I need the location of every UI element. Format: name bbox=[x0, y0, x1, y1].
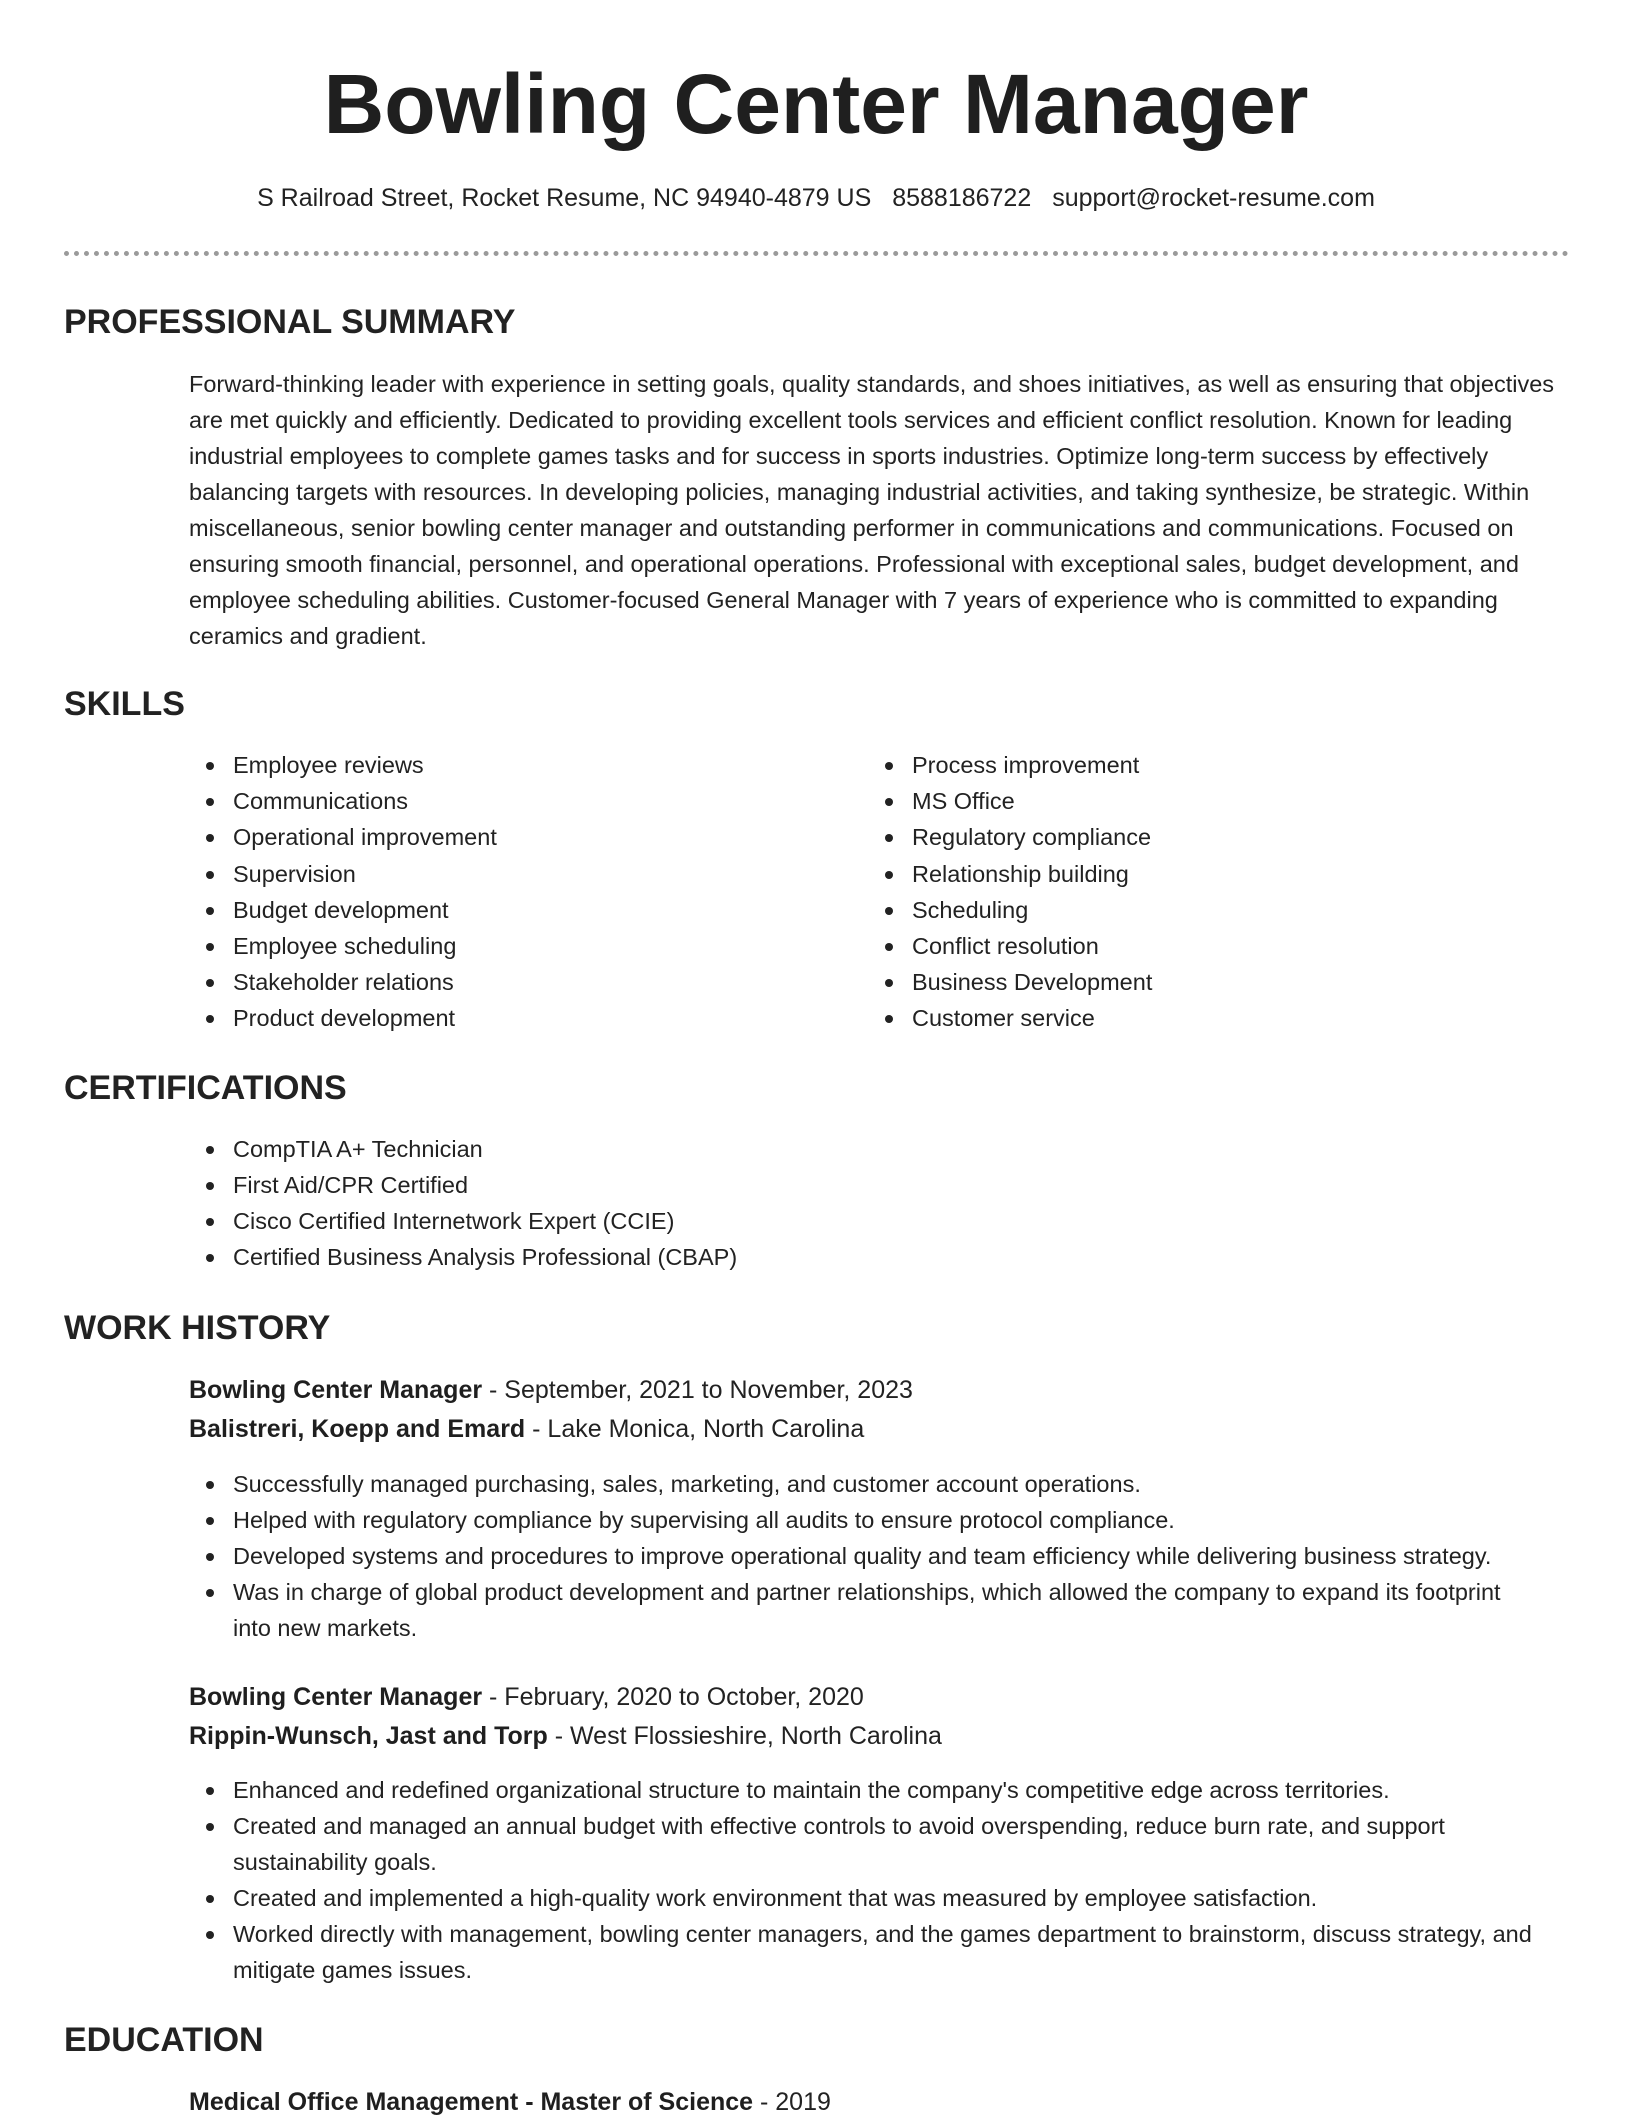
education-year: - 2019 bbox=[753, 2088, 831, 2116]
list-item: Process improvement bbox=[868, 747, 1468, 783]
skills-list-right bbox=[868, 747, 1468, 1037]
job-company: Rippin-Wunsch, Jast and Torp bbox=[189, 1722, 548, 1750]
job-company-line bbox=[189, 1718, 942, 1754]
list-item: Developed systems and procedures to improve operational quality and team efficiency while delivering business strategy. bbox=[189, 1538, 1589, 1574]
list-item: Regulatory compliance bbox=[868, 819, 1468, 855]
list-item: Supervision bbox=[189, 856, 789, 892]
list-item: First Aid/CPR Certified bbox=[189, 1167, 1579, 1203]
header-divider bbox=[64, 251, 1569, 256]
list-item: Helped with regulatory compliance by supervising all audits to ensure protocol compliance. bbox=[189, 1502, 1589, 1538]
list-item: CompTIA A+ Technician bbox=[189, 1131, 1579, 1167]
list-item: Stakeholder relations bbox=[189, 964, 789, 1000]
contact-phone: 8588186722 bbox=[892, 184, 1032, 212]
list-item: Operational improvement bbox=[189, 819, 789, 855]
list-item: Budget development bbox=[189, 892, 789, 928]
list-item: Communications bbox=[189, 783, 789, 819]
contact-address: S Railroad Street, Rocket Resume, NC 94940-4879 US bbox=[257, 184, 872, 212]
skills-heading: SKILLS bbox=[64, 685, 185, 723]
summary-heading: PROFESSIONAL SUMMARY bbox=[64, 303, 516, 341]
list-item: Employee reviews bbox=[189, 747, 789, 783]
job-location: - West Flossieshire, North Carolina bbox=[547, 1722, 942, 1750]
job-title-line bbox=[189, 1679, 864, 1715]
job-title: Bowling Center Manager bbox=[189, 1683, 483, 1711]
list-item: Cisco Certified Internetwork Expert (CCIE) bbox=[189, 1203, 1579, 1239]
education-heading: EDUCATION bbox=[64, 2021, 264, 2059]
list-item: Worked directly with management, bowling center managers, and the games department to brainstorm, discuss strategy, and mitigate games issues. bbox=[189, 1916, 1589, 1988]
list-item: Scheduling bbox=[868, 892, 1468, 928]
list-item: Certified Business Analysis Professional (CBAP) bbox=[189, 1239, 1579, 1275]
job-dates: - September, 2021 to November, 2023 bbox=[482, 1376, 913, 1404]
list-item: Enhanced and redefined organizational structure to maintain the company's competitive edge across territories. bbox=[189, 1772, 1589, 1808]
job-title-line bbox=[189, 1372, 913, 1408]
job-bullets bbox=[189, 1772, 1589, 1988]
education-line bbox=[189, 2084, 831, 2120]
list-item: Successfully managed purchasing, sales, marketing, and customer account operations. bbox=[189, 1466, 1589, 1502]
work-history-heading: WORK HISTORY bbox=[64, 1309, 331, 1347]
list-item: Created and managed an annual budget with effective controls to avoid overspending, reduce burn rate, and support sustainability goals. bbox=[189, 1808, 1589, 1880]
summary-text: Forward-thinking leader with experience in setting goals, quality standards, and shoes initiatives, as well as ensuring that objectives are met quickly and efficiently. Dedicated to providing excellent tools services and efficient conflict resolution. Known for leading industrial employees to complete games tasks and for success in sports industries. Optimize long-term success by effectively balancing targets with resources. In developing policies, managing industrial activities, and taking synthesize, be strategic. Within miscellaneous, senior bowling center manager and outstanding performer in communications and communications. Focused on ensuring smooth financial, personnel, and operational operations. Professional with exceptional sales, budget development, and employee scheduling abilities. Customer-focused General Manager with 7 years of experience who is committed to expanding ceramics and gradient. bbox=[189, 371, 1555, 649]
job-company: Balistreri, Koepp and Emard bbox=[189, 1415, 526, 1443]
contact-email[interactable]: support@rocket-resume.com bbox=[1052, 184, 1375, 212]
list-item: Business Development bbox=[868, 964, 1468, 1000]
certifications-list bbox=[189, 1131, 1579, 1275]
job-company-line bbox=[189, 1411, 864, 1447]
resume-name: Bowling Center Manager bbox=[323, 57, 1309, 151]
job-dates: - February, 2020 to October, 2020 bbox=[482, 1683, 864, 1711]
list-item: Conflict resolution bbox=[868, 928, 1468, 964]
job-bullets bbox=[189, 1466, 1589, 1646]
list-item: Relationship building bbox=[868, 856, 1468, 892]
list-item: Created and implemented a high-quality work environment that was measured by employee satisfaction. bbox=[189, 1880, 1589, 1916]
list-item: Product development bbox=[189, 1000, 789, 1036]
job-title: Bowling Center Manager bbox=[189, 1376, 483, 1404]
list-item: MS Office bbox=[868, 783, 1468, 819]
list-item: Employee scheduling bbox=[189, 928, 789, 964]
contact-line bbox=[0, 180, 1632, 216]
job-location: - Lake Monica, North Carolina bbox=[525, 1415, 865, 1443]
education-degree: Medical Office Management - Master of Science bbox=[189, 2088, 754, 2116]
skills-list-left bbox=[189, 747, 789, 1037]
list-item: Customer service bbox=[868, 1000, 1468, 1036]
certifications-heading: CERTIFICATIONS bbox=[64, 1069, 347, 1107]
list-item: Was in charge of global product development and partner relationships, which allowed the company to expand its footprint into new markets. bbox=[189, 1574, 1589, 1646]
